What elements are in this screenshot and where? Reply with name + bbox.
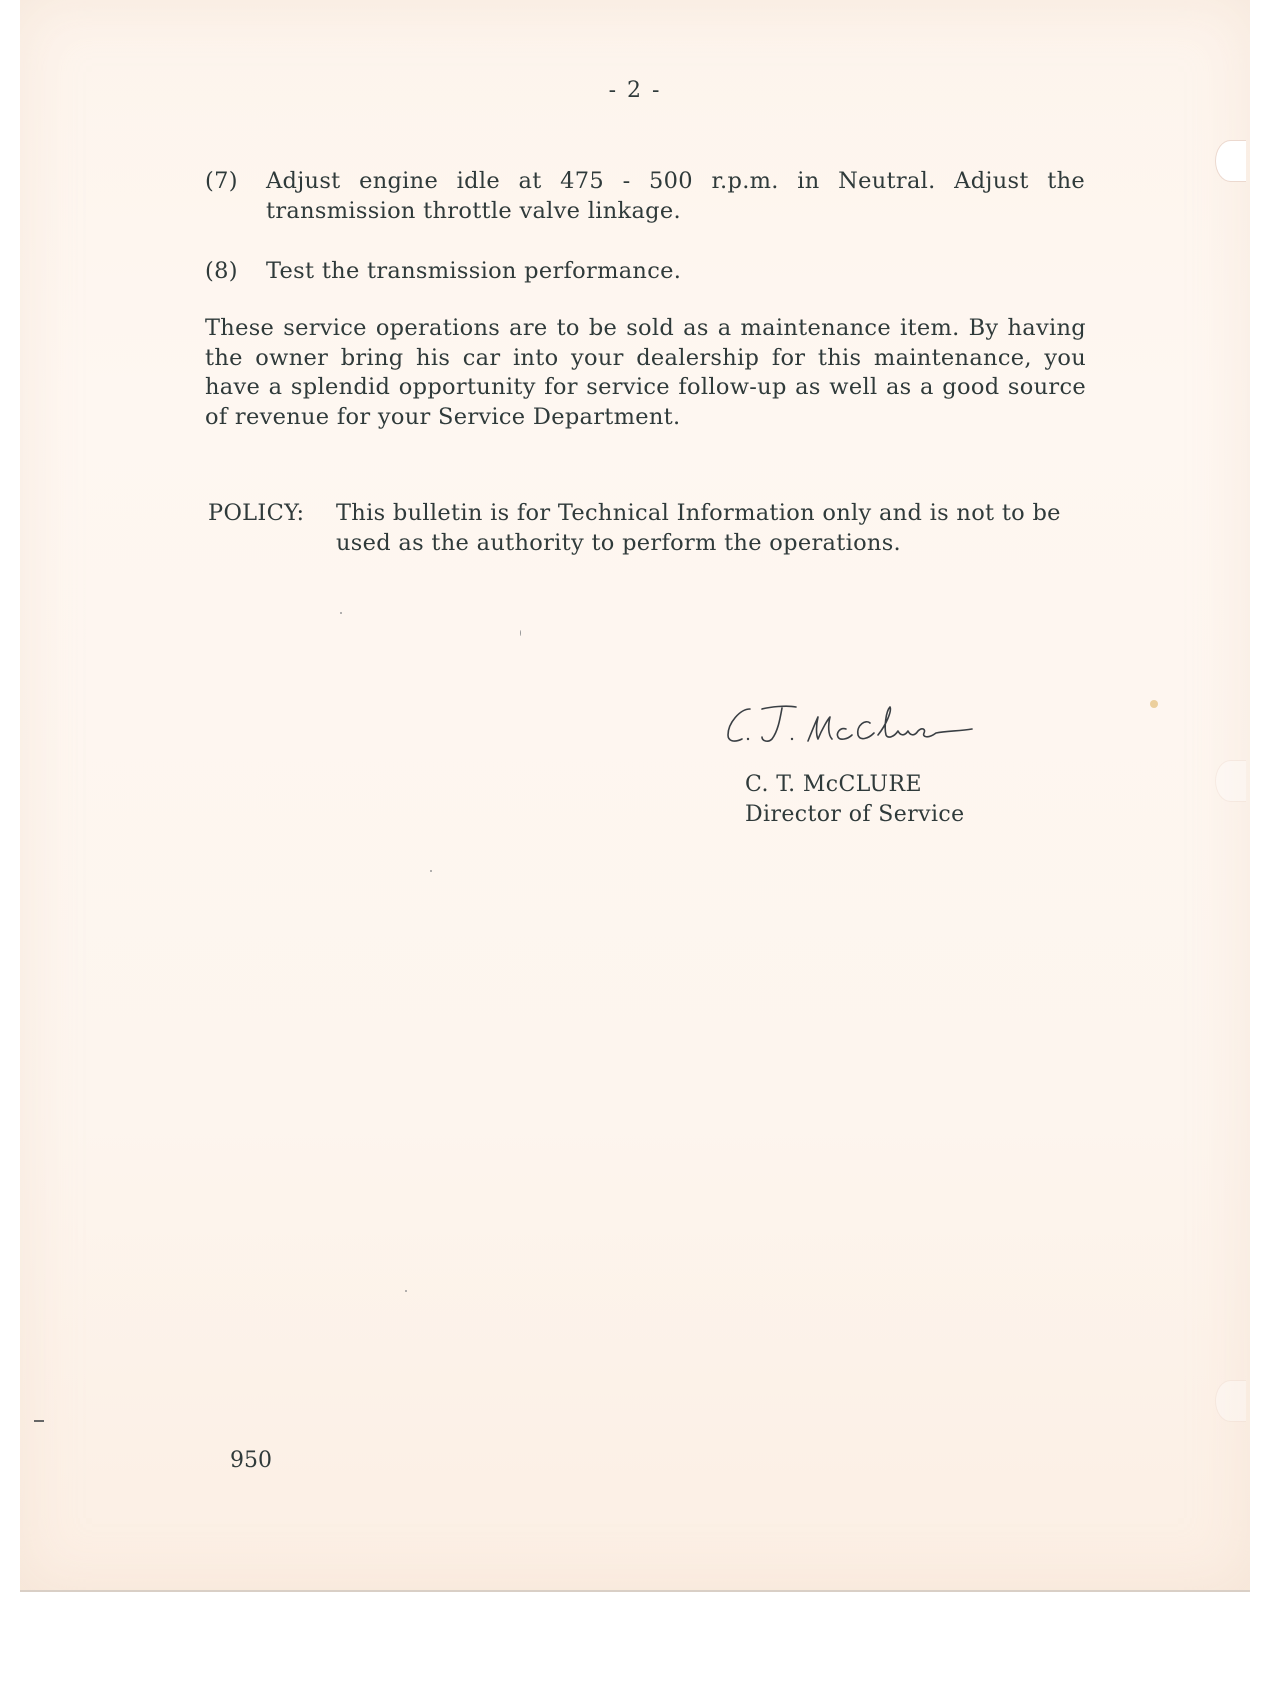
body-paragraph: These service operations are to be sold as a maintenance item. By having the owner bring his car into your dealership for this maintenance, you have a splendid opportunity for service follow-up as well as a good source of revenue for your Service Department. <box>205 315 1086 430</box>
policy-label: POLICY: <box>208 500 305 526</box>
paper-speck <box>1150 700 1158 708</box>
paper-speck <box>430 870 432 872</box>
signer-name: C. T. McCLURE <box>745 772 922 797</box>
page-number: - 2 - <box>608 78 662 103</box>
paper-speck <box>340 612 342 614</box>
punch-hole <box>1215 1380 1246 1422</box>
list-item-text: Adjust engine idle at 475 - 500 r.p.m. in Neutral. Adjust the transmission throttle valve linkage. <box>266 168 1085 224</box>
list-item <box>205 166 1085 226</box>
document-number: 950 <box>230 1448 272 1473</box>
signer-title: Director of Service <box>745 802 965 827</box>
list-item <box>205 256 1085 286</box>
punch-hole <box>1215 140 1246 182</box>
list-item-number: (8) <box>205 258 238 284</box>
document-page <box>20 0 1250 1592</box>
list-item-number: (7) <box>205 168 238 194</box>
handwritten-signature <box>720 695 980 755</box>
paper-speck <box>520 630 521 636</box>
signature-block <box>745 770 965 830</box>
policy-note <box>208 498 1088 558</box>
policy-text: This bulletin is for Technical Information only and is not to be used as the authority to perform the operations. <box>336 500 1061 556</box>
list-item-text: Test the transmission performance. <box>266 258 682 284</box>
paper-speck <box>405 1290 407 1292</box>
scan-edge-mark <box>34 1420 44 1422</box>
punch-hole <box>1215 760 1246 802</box>
